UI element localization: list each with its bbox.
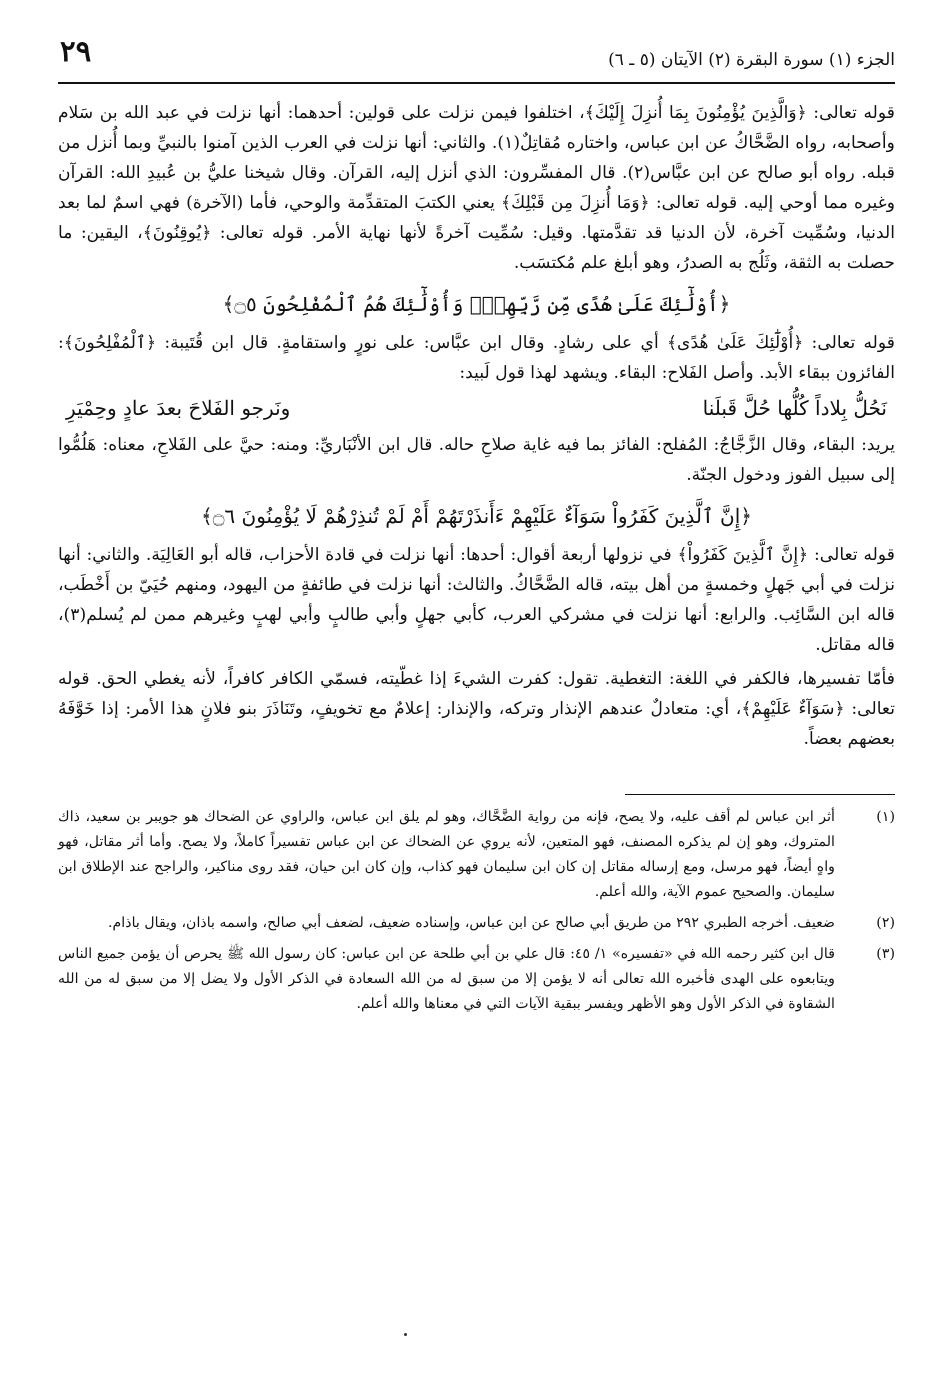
ayah-5: ﴿أُوْلَٰٓئِكَ عَلَىٰ هُدًى مِّن رَّبِّهِمْۖ وَأُوْلَٰٓئِكَ هُمُ ٱلْمُفْلِحُونَ ۝٥﴾ bbox=[222, 292, 731, 316]
footnote-number: (٣) bbox=[876, 946, 895, 962]
footnote bbox=[58, 942, 895, 1017]
running-head: الجزء (١) سورة البقرة (٢) الآيتان (٥ ـ ٦) bbox=[608, 50, 895, 70]
page-header bbox=[58, 0, 895, 80]
footnotes bbox=[58, 805, 895, 1017]
page-number: ٢٩ bbox=[60, 34, 92, 68]
paragraph-4: قوله تعالى: ﴿إِنَّ ٱلَّذِينَ كَفَرُواْ﴾ في نزولها أربعة أقوال: أحدها: أنها نزلت في قادة الأحزاب، قاله أبو العَالِيَة. والثاني: أنها نزلت في أبي جَهلٍ وخمسةٍ من أهل بيته، قاله الضَّحَّاكُ. والثالث: أنها نزلت في طائفةٍ من اليهود، ومنهم حُيَيّ بن أَخْطَب، قاله ابن السَّائِب. والرابع: أنها نزلت في مشركي العرب، كأبي جهلٍ وأبي طالبٍ وأبي لهبٍ وغيرهم ممن لم يُسلم(٣)، قاله مقاتل. bbox=[58, 545, 895, 655]
paragraph-1: قوله تعالى: ﴿وَالَّذِينَ يُؤْمِنُونَ بِمَا أُنزِلَ إِلَيْكَ﴾، اختلفوا فيمن نزلت على قولين: أحدهما: أنها نزلت في عبد الله بن سَلام وأصحابه، رواه الضَّحَّاكُ عن ابن عباس، واختاره مُقاتِلٌ(١). والثاني: أنها نزلت في العرب الذين آمنوا بالنبيِّ وبما أُنزل من قبله. رواه أبو صالح عن ابن عبَّاس(٢). قال المفسِّرون: الذي أنزل إليه، القرآن. وقال شيخنا عليُّ بن عُبيدِ الله: القرآن وغيره مما أوحي إليه. قوله تعالى: ﴿وَمَا أُنزِلَ مِن قَبْلِكَ﴾ يعني الكتبَ المتقدِّمة والوحي، فأما (الآخرة) فهي اسمٌ لما بعد الدنيا، وسُمِّيت آخرة، لأن الدنيا قد تقدَّمتها. وقيل: سُمِّيت آخرةً لأنها نهاية الأمر. قوله تعالى: ﴿يُوقِنُونَ﴾، اليقين: ما حصلت به الثقة، وثَلُج به الصدرُ، وهو أبلغ علم مُكتسَب. bbox=[58, 103, 895, 273]
verse-second-hemistich: ونَرجو الفَلاحَ بعدَ عادٍ وحِمْيَرِ bbox=[66, 396, 291, 420]
footnote-number: (١) bbox=[876, 809, 895, 825]
header-rule bbox=[58, 82, 895, 84]
verse-first-hemistich: نَحُلُّ بِلاداً كُلُّها حُلَّ قَبلَنا bbox=[702, 396, 887, 420]
scan-speck bbox=[404, 1333, 407, 1336]
footnote-text: أثر ابن عباس لم أقف عليه، ولا يصح، فإنه من رواية الضَّحَّاك، وهو لم يلق ابن عباس، والراوي عن الضحاك هو جويبر بن سعيد، ذاك المتروك، وهو إن لم يذكره المصنف، فهو المتعين، لأنه يروي عن الضحاك عن ابن عباس تفسيراً كاملاً، ولا يصح. وأما أثر مقاتل، فهو واهٍ أيضاً، فهو مرسل، ومع إرساله مقاتل إن كان ابن سليمان فهو كذاب، وإن كان ابن حيان، فقد روى مناكير، والراجح عند الإطلاق ابن سليمان. والصحيح عموم الآية، والله أعلم. bbox=[58, 809, 835, 900]
footnote-separator bbox=[625, 794, 895, 795]
paragraph-5: فأمّا تفسيرها، فالكفر في اللغة: التغطية. تقول: كفرت الشيءَ إذا غطّيته، فسمّي الكافر كافراً، لأنه يغطي الحق. قوله تعالى: ﴿سَوَآءٌ عَلَيْهِمْ﴾، أي: متعادلٌ عندهم الإنذار وتركه، والإنذار: إعلامٌ مع تخويفٍ، وتَنَاذَرَ بنو فلانٍ هذا الأمر: إذا خَوَّفَهُ بعضهم بعضاً. bbox=[58, 669, 895, 749]
paragraph-2: قوله تعالى: ﴿أُوْلَٰٓئِكَ عَلَىٰ هُدًى﴾ أي على رشادٍ. وقال ابن عبَّاس: على نورٍ واستقامةٍ. قال ابن قُتَيبة: ﴿ٱلْمُفْلِحُونَ﴾: الفائزون ببقاء الأبد. وأصل الفَلاح: البقاء. ويشهد لهذا قول لَبيد: bbox=[58, 333, 895, 383]
footnote-text: قال ابن كثير رحمه الله في «تفسيره» ١/ ٤٥: قال علي بن أبي طلحة عن ابن عباس: كان رسول الله ﷺ يحرص أن يؤمن جميع الناس ويتابعوه على الهدى فأخبره الله تعالى أنه لا يؤمن إلا من سبق له من الله السعادة في الذكر الأول ولا يضل إلا من سبق له من الله الشقاوة في الذكر الأول وهو الأظهر ويفسر ببقية الآيات التي في معناها والله أعلم. bbox=[58, 946, 836, 1012]
footnote-text: ضعيف. أخرجه الطبري ٢٩٢ من طريق أبي صالح عن ابن عباس، وإسناده ضعيف، لضعف أبي صالح، واسمه باذان، ويقال باذام. bbox=[108, 915, 835, 931]
footnote bbox=[58, 805, 895, 905]
paragraph-3: يريد: البقاء، وقال الزَّجَّاجُ: المُفلح: الفائز بما فيه غاية صلاحِ حاله. قال ابن الأنْبَاريِّ: ومنه: حيَّ على الفَلاحِ، معناه: هَلُمُّوا إلى سبيل الفوز ودخول الجنّة. bbox=[58, 435, 895, 485]
ayah-6: ﴿إِنَّ ٱلَّذِينَ كَفَرُواْ سَوَآءٌ عَلَيْهِمْ ءَأَنذَرْتَهُمْ أَمْ لَمْ تُنذِرْهُمْ لَا يُؤْمِنُونَ ۝٦﴾ bbox=[200, 504, 753, 528]
footnote-number: (٢) bbox=[876, 915, 895, 931]
main-text bbox=[58, 80, 895, 754]
poetry-verse bbox=[58, 388, 895, 430]
footnote bbox=[58, 911, 895, 936]
